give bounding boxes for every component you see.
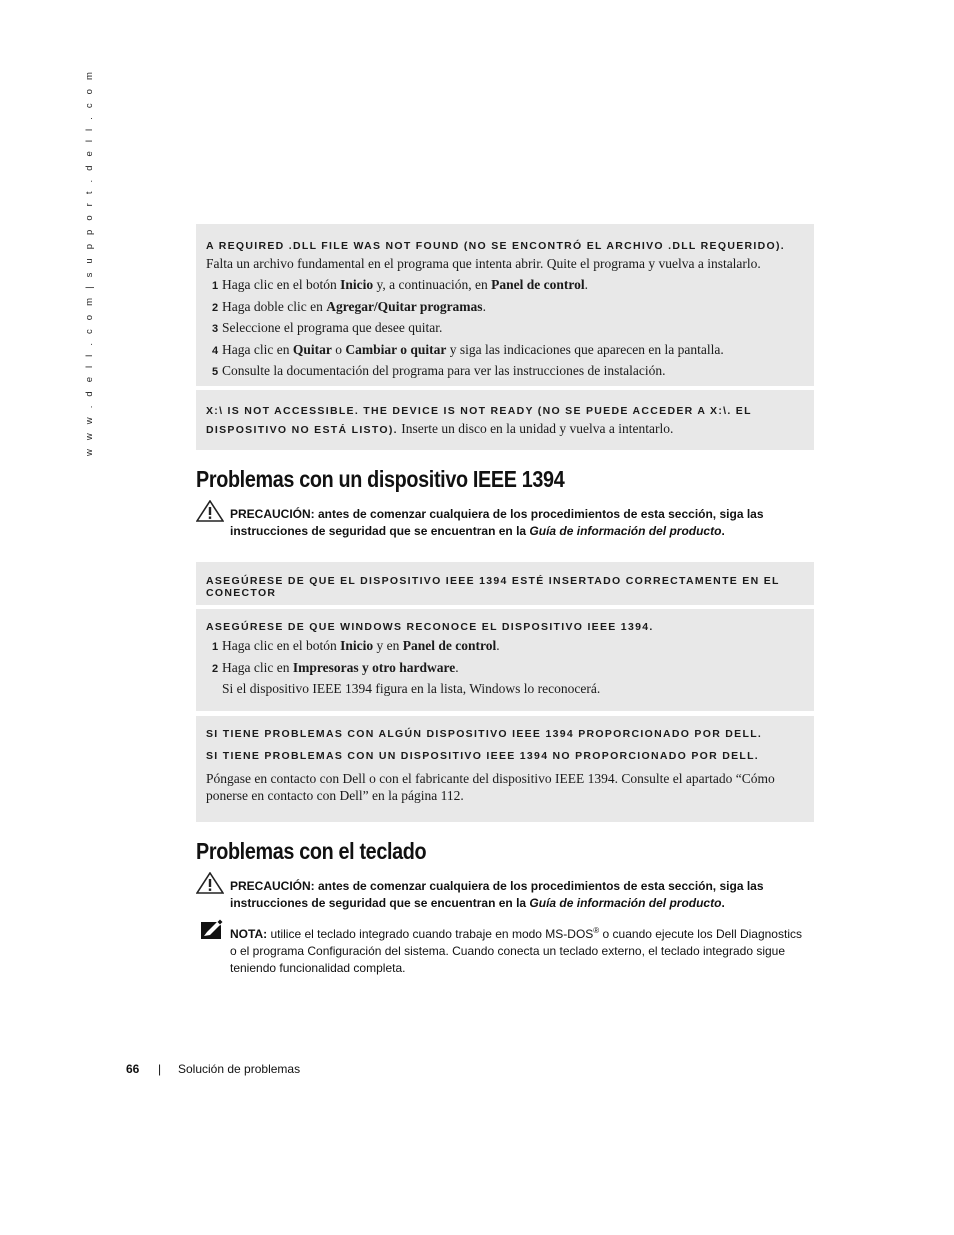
dll-error-text: Falta un archivo fundamental en el programa que intenta abrir. Quite el programa y vuelva a instalarlo. xyxy=(206,256,761,271)
warning-triangle-icon xyxy=(196,872,224,894)
footer-chapter-title: Solución de problemas xyxy=(178,1062,301,1076)
note-pencil-icon xyxy=(200,919,224,941)
drive-error-paragraph xyxy=(206,401,804,439)
page-footer xyxy=(126,1062,301,1076)
windows-check-box xyxy=(196,609,814,711)
footer-separator: | xyxy=(158,1062,162,1076)
drive-error-box xyxy=(196,390,814,450)
list-item: 2 Haga clic en Impresoras y otro hardware. xyxy=(212,659,459,675)
dell-contact-text: Póngase en contacto con Dell o con el fabricante del dispositivo IEEE 1394. Consulte el apartado “Cómo ponerse en contacto con Dell” en la página 112. xyxy=(206,771,775,803)
drive-error-text: Inserte un disco en la unidad y vuelva a intentarlo. xyxy=(397,421,674,436)
dll-error-paragraph xyxy=(206,236,804,272)
list-item: 1 Haga clic en el botón Inicio y en Panel de control. xyxy=(212,638,500,653)
list-item: 1 Haga clic en el botón Inicio y, a continuación, en Panel de control. xyxy=(212,277,588,292)
connector-check-heading: ASEGÚRESE DE QUE EL DISPOSITIVO IEEE 1394 ESTÉ INSERTADO CORRECTAMENTE EN EL CONECTOR xyxy=(206,575,780,599)
side-url-text: w w w . d e l l . c o m | s u p p o r t . d e l l . c o m xyxy=(84,68,95,456)
page-number: 66 xyxy=(126,1062,140,1076)
non-dell-device-heading: SI TIENE PROBLEMAS CON UN DISPOSITIVO IEEE 1394 NO PROPORCIONADO POR DELL. xyxy=(206,750,760,762)
windows-check-heading: ASEGÚRESE DE QUE WINDOWS RECONOCE EL DISPOSITIVO IEEE 1394. xyxy=(206,621,654,633)
caution-notice-keyboard: PRECAUCIÓN: antes de comenzar cualquiera de los procedimientos de esta sección, siga las instrucciones de seguridad que se encuentran en la Guía de información del producto. xyxy=(196,878,806,912)
dll-error-box xyxy=(196,224,814,386)
note-keyboard: NOTA: utilice el teclado integrado cuando trabaje en modo MS-DOS® o cuando ejecute los Dell Diagnostics o el programa Configuración del sistema. Cuando conecta un teclado externo, el teclado integrado sigue teniendo funcionalidad completa. xyxy=(196,922,806,977)
drive-error-heading: X:\ IS NOT ACCESSIBLE. THE DEVICE IS NOT READY (NO SE PUEDE ACCEDER A X:\. EL DISPOSITIVO NO ESTÁ LISTO). xyxy=(206,405,752,436)
dell-device-box xyxy=(196,716,814,822)
section-title-keyboard: Problemas con el teclado xyxy=(196,838,427,864)
windows-steps-list xyxy=(206,636,804,679)
warning-triangle-icon xyxy=(196,500,224,522)
list-item: 3 Seleccione el programa que desee quitar. xyxy=(212,320,443,335)
dll-steps-list xyxy=(206,275,804,383)
connector-check-box xyxy=(196,562,814,605)
list-item: 4 Haga clic en Quitar o Cambiar o quitar y siga las indicaciones que aparecen en la pantalla. xyxy=(212,341,724,357)
dll-error-heading: A REQUIRED .DLL FILE WAS NOT FOUND (NO SE ENCONTRÓ EL ARCHIVO .DLL REQUERIDO). xyxy=(206,240,785,252)
windows-recognition-note: Si el dispositivo IEEE 1394 figura en la lista, Windows lo reconocerá. xyxy=(222,681,601,696)
list-item: 5 Consulte la documentación del programa para ver las instrucciones de instalación. xyxy=(212,363,666,378)
caution-notice-ieee1394: PRECAUCIÓN: antes de comenzar cualquiera de los procedimientos de esta sección, siga las instrucciones de seguridad que se encuentran en la Guía de información del producto. xyxy=(196,506,806,540)
dell-device-heading: SI TIENE PROBLEMAS CON ALGÚN DISPOSITIVO IEEE 1394 PROPORCIONADO POR DELL. xyxy=(206,728,763,740)
section-title-ieee1394: Problemas con un dispositivo IEEE 1394 xyxy=(196,466,565,492)
list-item: 2 Haga doble clic en Agregar/Quitar programas. xyxy=(212,298,486,314)
